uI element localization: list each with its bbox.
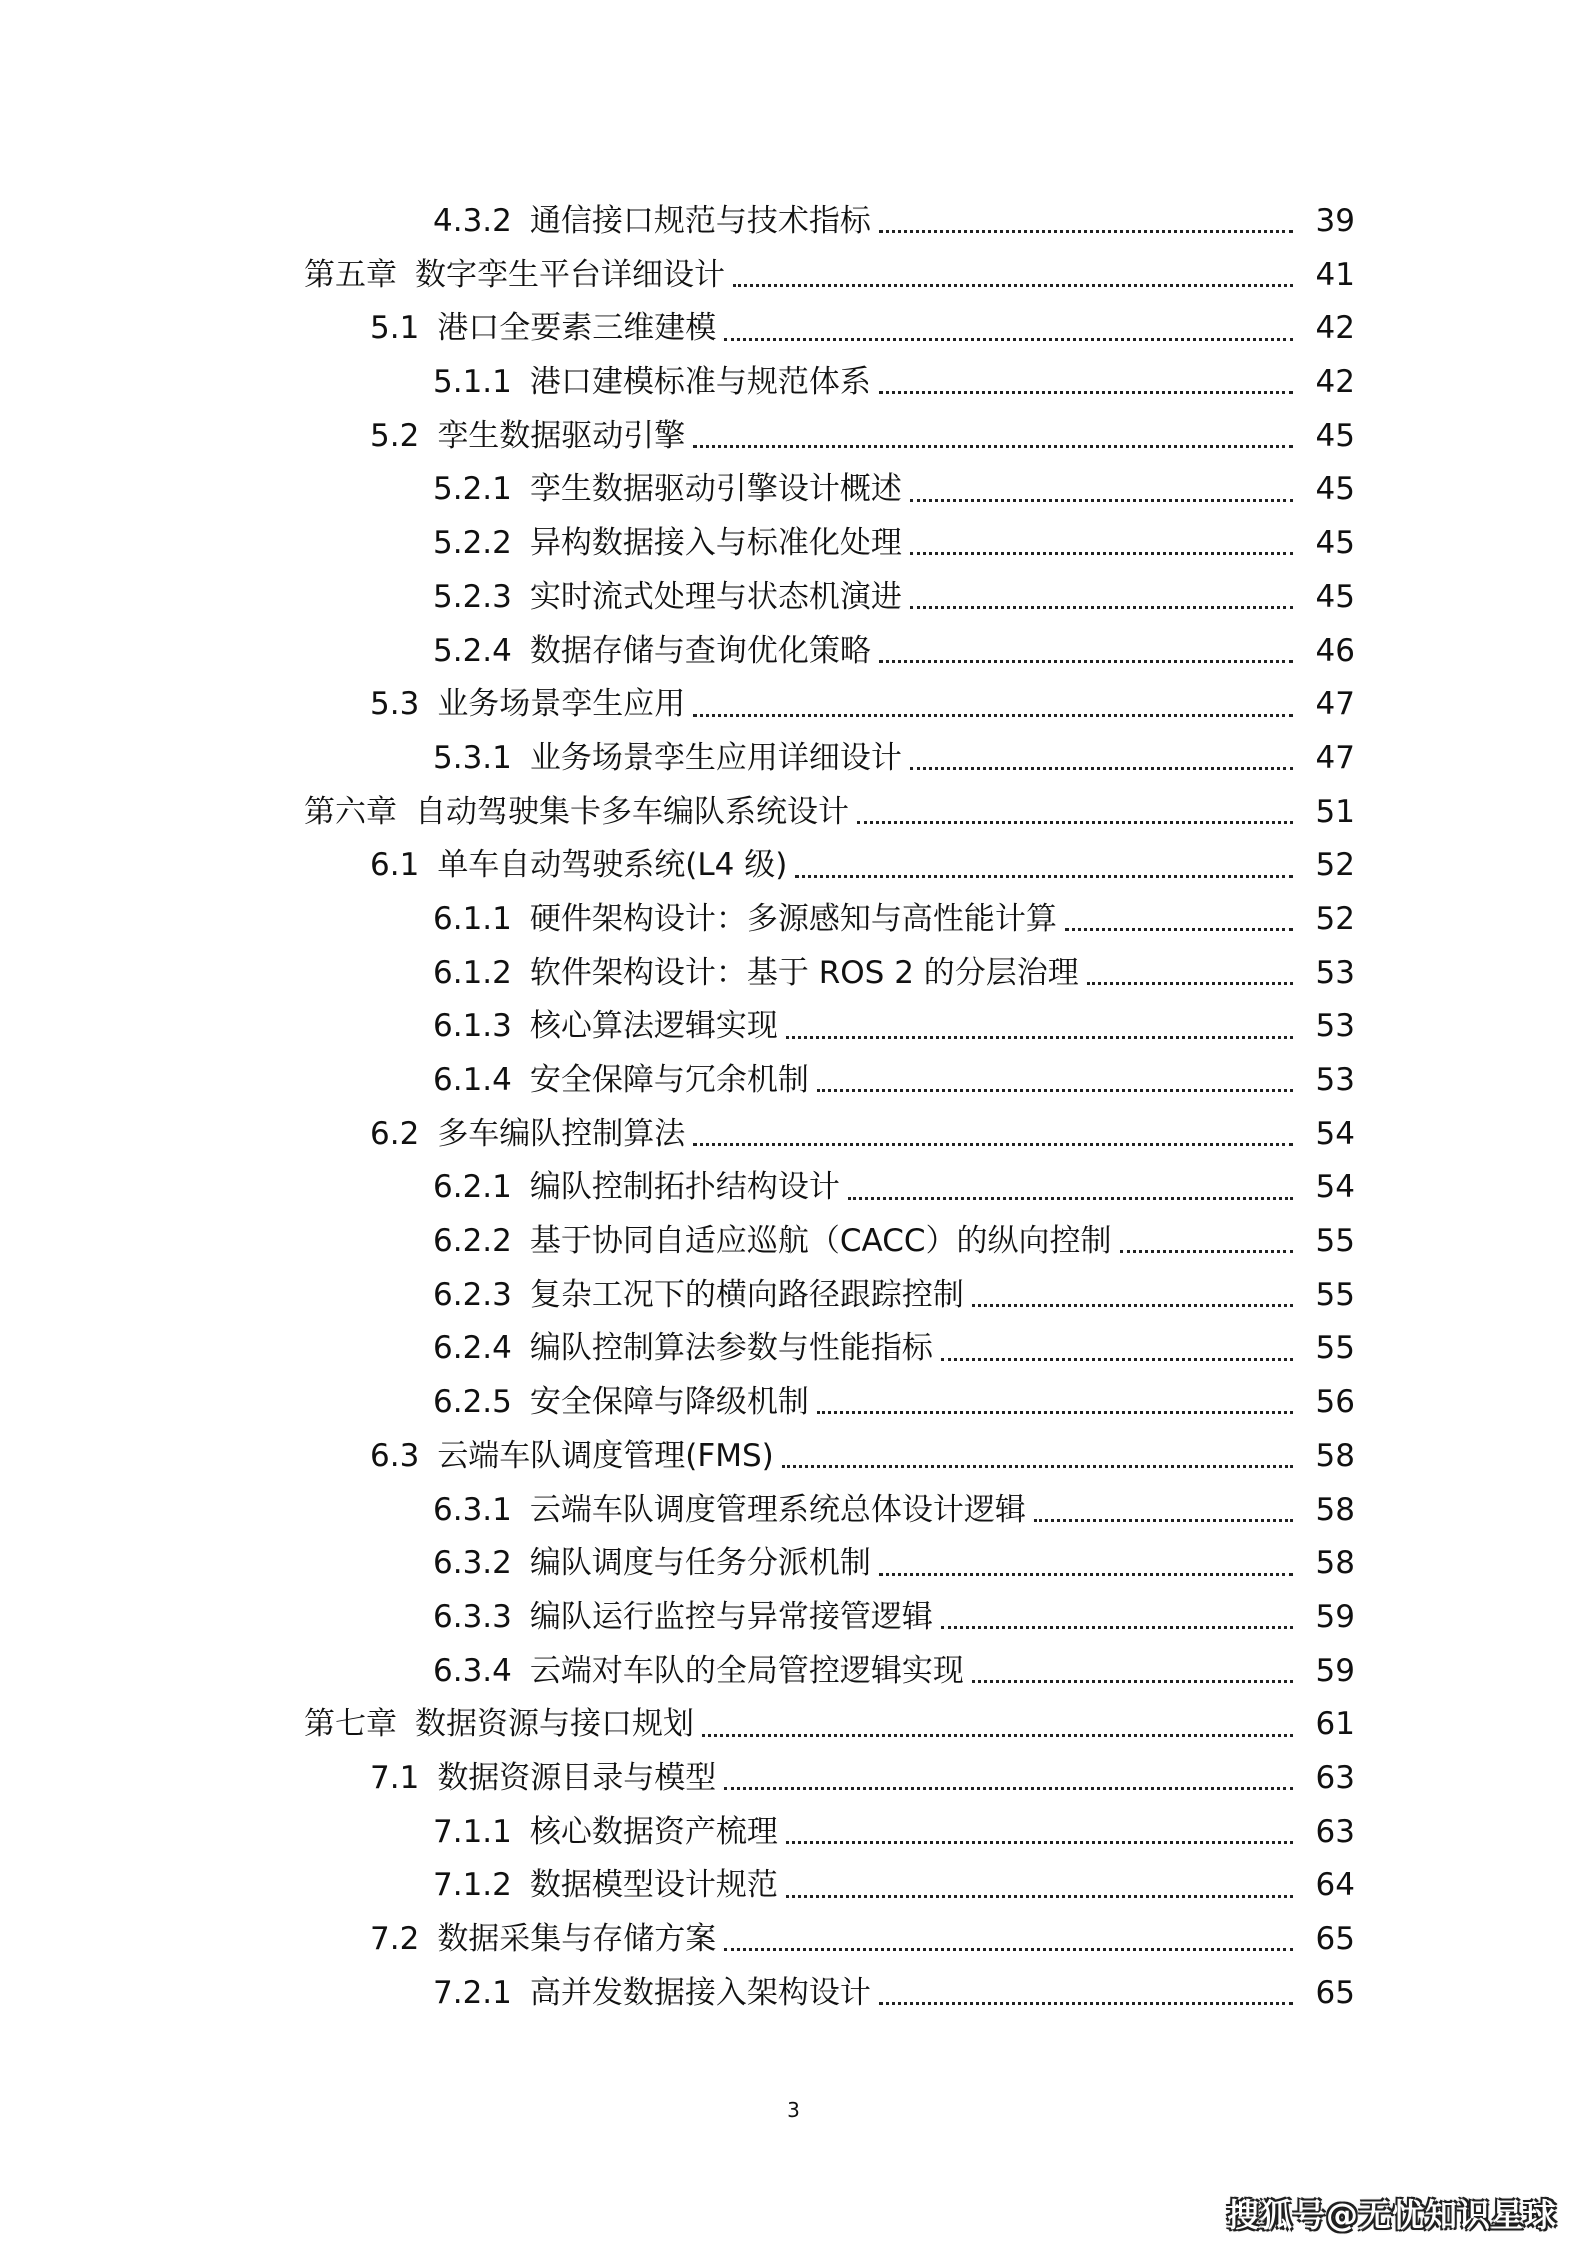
toc-entry-page: 55 xyxy=(1315,1330,1355,1367)
toc-entry-number: 7.1.1 xyxy=(433,1813,512,1850)
toc-entry-page: 54 xyxy=(1315,1169,1355,1206)
dot-leader xyxy=(817,1411,1293,1414)
toc-entry-number: 7.2 xyxy=(370,1921,420,1957)
toc-entry-number: 6.2.4 xyxy=(433,1330,512,1367)
toc-entry-page: 59 xyxy=(1315,1598,1355,1635)
toc-entry-page: 65 xyxy=(1315,1974,1355,2011)
toc-entry-page: 45 xyxy=(1315,417,1355,454)
toc-entry-number: 6.1.3 xyxy=(433,1008,512,1045)
dot-leader xyxy=(972,1680,1293,1683)
dot-leader xyxy=(693,1143,1293,1146)
table-of-contents xyxy=(0,195,1587,2020)
dot-leader xyxy=(848,1197,1293,1200)
dot-leader xyxy=(879,2002,1293,2005)
dot-leader xyxy=(857,821,1293,824)
toc-entry-page: 53 xyxy=(1315,954,1355,991)
toc-entry[interactable] xyxy=(0,1537,1587,1591)
toc-entry-number: 5.1 xyxy=(370,310,420,347)
toc-entry-number: 6.3 xyxy=(370,1437,420,1474)
toc-entry-page: 52 xyxy=(1315,900,1355,937)
toc-entry[interactable] xyxy=(0,1215,1587,1269)
dot-leader xyxy=(733,284,1293,287)
dot-leader xyxy=(786,1841,1293,1844)
toc-entry[interactable] xyxy=(0,947,1587,1001)
toc-entry[interactable] xyxy=(0,1054,1587,1108)
dot-leader xyxy=(1087,982,1293,985)
toc-entry-number: 6.1.1 xyxy=(433,900,512,937)
toc-entry[interactable] xyxy=(0,839,1587,893)
toc-entry-number: 5.2.3 xyxy=(433,578,512,615)
toc-entry-title: 硬件架构设计：多源感知与高性能计算 xyxy=(529,900,1057,937)
toc-entry[interactable] xyxy=(0,1269,1587,1323)
toc-entry-page: 63 xyxy=(1315,1813,1355,1850)
dot-leader xyxy=(972,1304,1293,1307)
toc-entry-number: 6.2.1 xyxy=(433,1169,512,1206)
toc-entry-number: 5.2.1 xyxy=(433,471,512,508)
toc-entry[interactable] xyxy=(0,732,1587,786)
toc-entry-title: 编队运行监控与异常接管逻辑 xyxy=(529,1598,933,1635)
toc-entry-number: 5.2.2 xyxy=(433,525,512,562)
toc-entry[interactable] xyxy=(0,517,1587,571)
toc-entry-title: 基于协同自适应巡航（CACC）的纵向控制 xyxy=(529,1223,1112,1260)
toc-entry-title: 港口建模标准与规范体系 xyxy=(529,364,871,401)
dot-leader xyxy=(879,391,1293,394)
toc-entry-title: 单车自动驾驶系统(L4 级) xyxy=(437,847,788,884)
toc-entry-number: 7.1.2 xyxy=(433,1867,512,1904)
toc-entry[interactable] xyxy=(0,463,1587,517)
toc-entry-number: 6.3.1 xyxy=(433,1491,512,1528)
toc-entry[interactable] xyxy=(0,410,1587,464)
toc-entry-number: 5.1.1 xyxy=(433,364,512,401)
toc-entry[interactable] xyxy=(0,1859,1587,1913)
toc-entry-number: 6.3.4 xyxy=(433,1652,512,1689)
dot-leader xyxy=(724,1948,1293,1951)
toc-entry-number: 6.2 xyxy=(370,1115,420,1152)
dot-leader xyxy=(879,230,1293,233)
toc-entry-title: 核心数据资产梳理 xyxy=(529,1813,778,1850)
toc-entry[interactable] xyxy=(0,1913,1587,1967)
dot-leader xyxy=(724,1787,1293,1790)
toc-entry-number: 4.3.2 xyxy=(433,203,512,239)
toc-entry-title: 数据采集与存储方案 xyxy=(437,1921,717,1957)
toc-entry[interactable] xyxy=(0,678,1587,732)
toc-entry-title: 编队调度与任务分派机制 xyxy=(529,1545,871,1582)
dot-leader xyxy=(879,660,1293,663)
dot-leader xyxy=(910,767,1293,770)
toc-entry-page: 45 xyxy=(1315,471,1355,508)
toc-entry[interactable] xyxy=(0,356,1587,410)
toc-entry[interactable] xyxy=(0,1108,1587,1162)
toc-entry[interactable] xyxy=(0,1376,1587,1430)
toc-entry-title: 高并发数据接入架构设计 xyxy=(529,1974,871,2011)
toc-entry-number: 5.3.1 xyxy=(433,739,512,776)
toc-entry-number: 7.1 xyxy=(370,1759,420,1796)
toc-entry[interactable] xyxy=(0,1161,1587,1215)
toc-entry-number: 第六章 xyxy=(304,793,397,830)
toc-entry-title: 安全保障与冗余机制 xyxy=(529,1062,809,1098)
dot-leader xyxy=(1065,928,1293,931)
toc-entry-title: 云端对车队的全局管控逻辑实现 xyxy=(529,1652,964,1689)
toc-entry-page: 53 xyxy=(1315,1062,1355,1098)
toc-entry-title: 数字孪生平台详细设计 xyxy=(415,256,725,293)
toc-entry-page: 55 xyxy=(1315,1276,1355,1313)
toc-entry-page: 54 xyxy=(1315,1115,1355,1152)
toc-entry-title: 云端车队调度管理系统总体设计逻辑 xyxy=(529,1491,1026,1528)
dot-leader xyxy=(724,338,1293,341)
toc-entry-number: 6.1.2 xyxy=(433,954,512,991)
toc-entry-page: 58 xyxy=(1315,1545,1355,1582)
toc-entry[interactable] xyxy=(0,1484,1587,1538)
toc-entry-page: 56 xyxy=(1315,1384,1355,1421)
dot-leader xyxy=(1034,1519,1293,1522)
dot-leader xyxy=(786,1036,1293,1039)
toc-entry-number: 5.3 xyxy=(370,686,420,723)
toc-entry-page: 45 xyxy=(1315,525,1355,562)
toc-entry-page: 59 xyxy=(1315,1652,1355,1689)
toc-entry-number: 6.3.2 xyxy=(433,1545,512,1582)
toc-entry-title: 业务场景孪生应用 xyxy=(437,686,686,723)
dot-leader xyxy=(910,606,1293,609)
toc-entry-number: 6.3.3 xyxy=(433,1598,512,1635)
toc-entry-page: 53 xyxy=(1315,1008,1355,1045)
toc-entry-number: 6.2.5 xyxy=(433,1384,512,1421)
toc-entry-page: 39 xyxy=(1315,203,1355,239)
toc-entry-title: 孪生数据驱动引擎设计概述 xyxy=(529,471,902,508)
toc-entry-page: 46 xyxy=(1315,632,1355,669)
toc-entry[interactable] xyxy=(0,1698,1587,1752)
toc-entry-page: 42 xyxy=(1315,364,1355,401)
toc-entry-title: 编队控制算法参数与性能指标 xyxy=(529,1330,933,1367)
page-number: 3 xyxy=(787,2098,800,2122)
toc-entry-page: 52 xyxy=(1315,847,1355,884)
toc-entry-number: 第七章 xyxy=(304,1706,397,1743)
toc-entry-title: 云端车队调度管理(FMS) xyxy=(437,1437,774,1474)
toc-entry-title: 核心算法逻辑实现 xyxy=(529,1008,778,1045)
dot-leader xyxy=(910,499,1293,502)
toc-entry[interactable] xyxy=(0,625,1587,679)
toc-entry[interactable] xyxy=(0,571,1587,625)
toc-entry-page: 61 xyxy=(1315,1706,1355,1743)
dot-leader xyxy=(1120,1250,1294,1253)
toc-entry-title: 业务场景孪生应用详细设计 xyxy=(529,739,902,776)
toc-entry[interactable] xyxy=(0,1967,1587,2021)
toc-entry-title: 多车编队控制算法 xyxy=(437,1115,686,1152)
toc-entry[interactable] xyxy=(0,195,1587,249)
toc-entry-page: 47 xyxy=(1315,686,1355,723)
toc-entry-title: 数据存储与查询优化策略 xyxy=(529,632,871,669)
watermark: 搜狐号@无忧知识星球 xyxy=(1226,2196,1557,2234)
toc-entry-title: 自动驾驶集卡多车编队系统设计 xyxy=(415,793,849,830)
dot-leader xyxy=(795,875,1293,878)
toc-entry-page: 63 xyxy=(1315,1759,1355,1796)
toc-entry[interactable] xyxy=(0,1645,1587,1699)
dot-leader xyxy=(782,1465,1293,1468)
toc-entry-title: 软件架构设计：基于 ROS 2 的分层治理 xyxy=(529,954,1079,991)
toc-entry[interactable] xyxy=(0,302,1587,356)
toc-entry[interactable] xyxy=(0,1322,1587,1376)
dot-leader xyxy=(879,1573,1293,1576)
toc-entry-title: 安全保障与降级机制 xyxy=(529,1384,809,1421)
toc-entry[interactable] xyxy=(0,893,1587,947)
toc-entry-number: 7.2.1 xyxy=(433,1974,512,2011)
dot-leader xyxy=(817,1089,1293,1092)
toc-entry-number: 6.1 xyxy=(370,847,420,884)
toc-entry[interactable] xyxy=(0,1000,1587,1054)
toc-entry-title: 数据资源目录与模型 xyxy=(437,1759,717,1796)
toc-entry-title: 异构数据接入与标准化处理 xyxy=(529,525,902,562)
toc-entry-page: 58 xyxy=(1315,1437,1355,1474)
toc-entry-number: 5.2 xyxy=(370,417,420,454)
toc-entry-title: 港口全要素三维建模 xyxy=(437,310,717,347)
toc-entry-page: 51 xyxy=(1315,793,1355,830)
toc-entry[interactable] xyxy=(0,249,1587,303)
toc-entry[interactable] xyxy=(0,1430,1587,1484)
toc-entry[interactable] xyxy=(0,1591,1587,1645)
toc-entry-number: 6.2.3 xyxy=(433,1276,512,1313)
toc-entry-title: 实时流式处理与状态机演进 xyxy=(529,578,902,615)
toc-entry[interactable] xyxy=(0,1806,1587,1860)
toc-entry[interactable] xyxy=(0,1752,1587,1806)
dot-leader xyxy=(910,552,1293,555)
toc-entry-title: 数据资源与接口规划 xyxy=(415,1706,694,1743)
dot-leader xyxy=(702,1734,1293,1737)
dot-leader xyxy=(693,445,1293,448)
toc-entry-page: 65 xyxy=(1315,1921,1355,1957)
dot-leader xyxy=(786,1895,1293,1898)
toc-entry-title: 数据模型设计规范 xyxy=(529,1867,778,1904)
toc-entry-title: 编队控制拓扑结构设计 xyxy=(529,1169,840,1206)
toc-entry-page: 41 xyxy=(1315,256,1355,293)
toc-entry-number: 5.2.4 xyxy=(433,632,512,669)
dot-leader xyxy=(941,1626,1293,1629)
toc-entry-page: 47 xyxy=(1315,739,1355,776)
toc-entry[interactable] xyxy=(0,786,1587,840)
toc-entry-title: 复杂工况下的横向路径跟踪控制 xyxy=(529,1276,964,1313)
dot-leader xyxy=(941,1358,1293,1361)
toc-entry-title: 通信接口规范与技术指标 xyxy=(529,203,871,239)
toc-entry-number: 6.1.4 xyxy=(433,1062,512,1098)
toc-entry-page: 58 xyxy=(1315,1491,1355,1528)
dot-leader xyxy=(693,714,1293,717)
toc-entry-page: 45 xyxy=(1315,578,1355,615)
toc-entry-page: 55 xyxy=(1315,1223,1355,1260)
toc-entry-number: 6.2.2 xyxy=(433,1223,512,1260)
toc-entry-page: 64 xyxy=(1315,1867,1355,1904)
toc-entry-page: 42 xyxy=(1315,310,1355,347)
toc-entry-title: 孪生数据驱动引擎 xyxy=(437,417,686,454)
toc-entry-number: 第五章 xyxy=(304,256,397,293)
